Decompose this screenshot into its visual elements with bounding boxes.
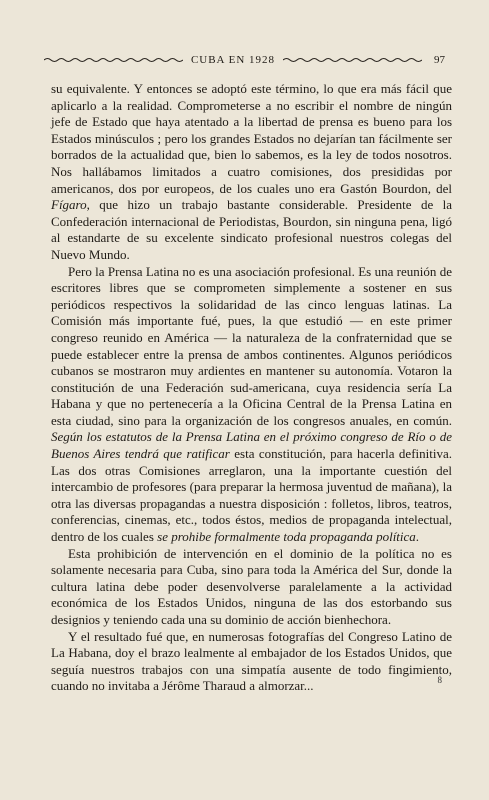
italic-text: se prohibe formalmente toda propaganda política (157, 529, 416, 545)
paragraph (51, 546, 452, 629)
text-segment: , que hizo un trabajo bastante considerable. Presidente de la Confederación internacional de Periodistas, Bourdon, sin ninguna pena, ligó al estandarte de su excelente sindicato profesional nuestros colegas del Nuevo Mundo. (51, 197, 452, 262)
ornament-right (283, 56, 422, 64)
text-segment: Y el resultado fué que, en numerosas fotografías del Congreso Latino de La Habana, doy el brazo lealmente al embajador de los Estados Unidos, que seguía nuestros trabajos con una simpatía ausente de todo fingimiento, cuando no invitaba a Jérôme Tharaud a almorzar... (51, 628, 452, 694)
text-segment: Pero la Prensa Latina no es una asociación profesional. Es una reunión de escritores libres que se comprometen simplemente a sostener en sus periódicos respectivos la solidaridad de las cinco lenguas latinas. La Comisión más importante fué, pues, la que estudió — en este primer congreso reunido en América — la naturaleza de la confraternidad que se puede establecer entre la prensa de ambos continentes. Algunos periódicos cubanos se mostraron muy ardientes en mantener su autonomía. Votaron la constitución de una Federación sud-americana, cuya residencia sería La Habana y que no pertenecería a la Oficina Central de la Prensa Latina en esta ciudad, sino para la organización de los congresos anuales, en común. (51, 263, 452, 428)
running-title: CUBA EN 1928 (190, 54, 276, 66)
paragraph (51, 629, 452, 695)
ornament-left (44, 56, 183, 64)
page-number: 97 (434, 54, 445, 66)
paragraph (51, 264, 452, 546)
text-segment: Esta prohibición de intervención en el dominio de la política no es solamente necesaria para Cuba, sino para toda la América del Sur, donde la cultura latina debe poder desenvolverse paralelamente a la actividad económica de los Estados Unidos, ninguna de las dos estorbando sus designios y teniendo cada una su dominio de acción bienhechora. (51, 545, 452, 627)
italic-text: Fígaro (51, 197, 87, 213)
body-text (51, 81, 452, 695)
italic-text: Según los estatutos de la Prensa Latina en el próximo congreso de Río o de Buenos Aires tendrá que ratificar (51, 429, 452, 462)
signature-mark: 8 (437, 675, 442, 685)
text-segment: . (415, 529, 420, 545)
running-header (44, 50, 445, 70)
paragraph (51, 81, 452, 264)
text-segment: esta constitución, para hacerla definitiva. Las dos otras Comisiones arreglaron, una la importante cuestión del intercambio de profesores (para preparar la hermosa juventud de mañana), la otra las diversas propagandas a nuestra disposición : folletos, libros, teatros, conferencias, cinemas, etc., todos éstos, medios de propaganda intelectual, dentro de los cuales (51, 446, 452, 545)
text-segment: su equivalente. Y entonces se adoptó este término, lo que era más fácil que aplicarlo a la realidad. Comprometerse a no escribir el nombre de ningún jefe de Estado que haya atentado a la libertad de prensa es bueno para los Estados minúsculos ; pero los grandes Estados no dejarían tan fácilmente ser borrados de la actualidad que, bien lo sabemos, es la ley de todos nosotros. Nos hallábamos limitados a cuatro comisiones, dos presididas por americanos, dos por europeos, de los cuales uno era Gastón Bourdon, del (51, 81, 452, 196)
